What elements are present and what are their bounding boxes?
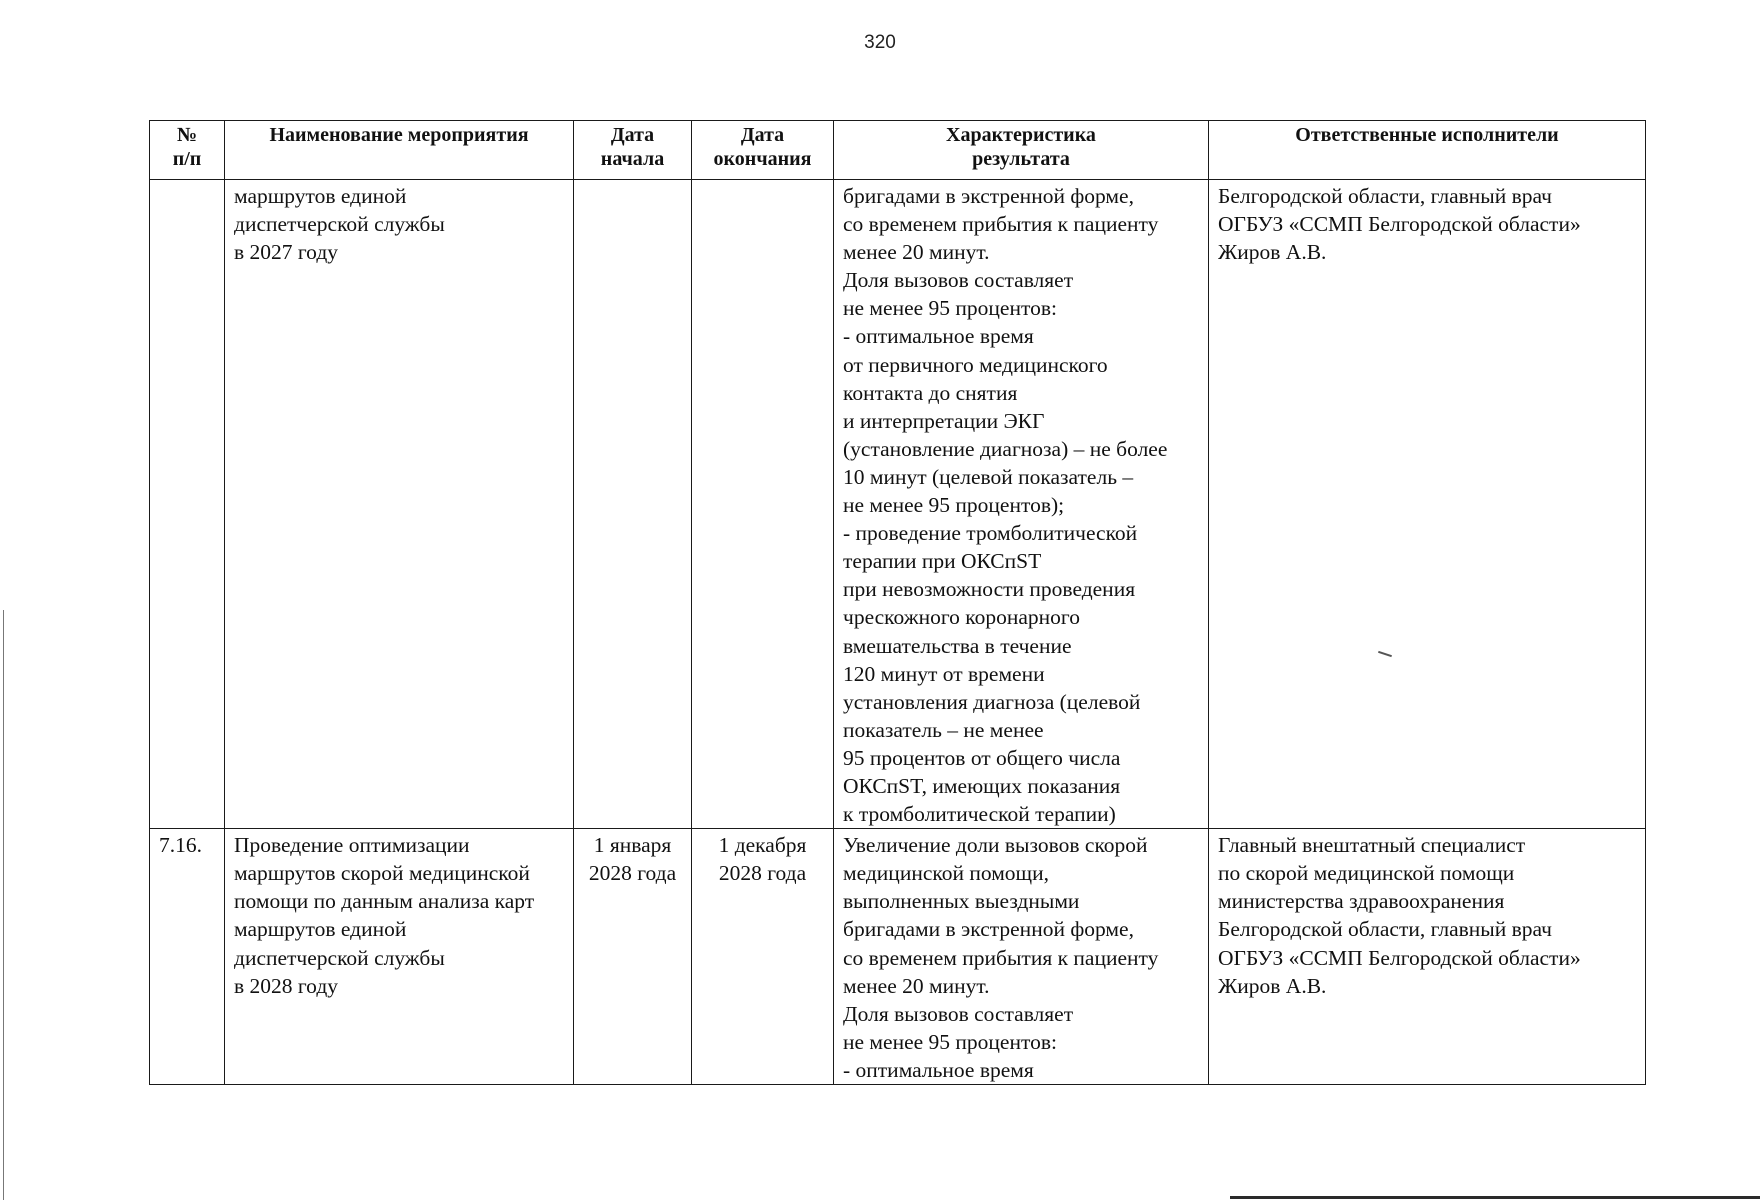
cell-num — [150, 180, 225, 829]
cell-line: - оптимальное время — [843, 1057, 1034, 1082]
cell-line: бригадами в экстренной форме, — [843, 917, 1134, 942]
header-start-date — [574, 121, 692, 180]
cell-line: показатель – не менее — [843, 717, 1044, 742]
cell-line: Белгородской области, главный врач — [1218, 917, 1552, 942]
cell-result — [834, 829, 1209, 1085]
cell-name — [225, 180, 574, 829]
header-name — [225, 121, 574, 180]
cell-line: Проведение оптимизации — [234, 833, 470, 858]
cell-line: маршрутов единой — [234, 917, 407, 942]
cell-line: 2028 года — [718, 861, 807, 886]
cell-line: в 2028 году — [234, 973, 339, 998]
cell-line: бригадами в экстренной форме, — [843, 184, 1134, 208]
header-end-line: Дата — [740, 124, 785, 146]
cell-line: маршрутов скорой медицинской — [234, 861, 530, 886]
table-header-row — [150, 121, 1646, 180]
cell-line: маршрутов единой — [234, 184, 407, 208]
cell-num: 7.16. — [150, 829, 225, 1085]
cell-line: Жиров А.В. — [1218, 973, 1327, 998]
cell-line: 1 января — [593, 833, 672, 858]
cell-line: диспетчерской службы — [234, 945, 445, 970]
cell-line: 2028 года — [588, 861, 677, 886]
cell-end-date — [692, 829, 834, 1085]
cell-line: Главный внештатный специалист — [1218, 833, 1526, 858]
cell-line: по скорой медицинской помощи — [1218, 861, 1515, 886]
header-end-line: окончания — [713, 148, 812, 170]
cell-line: министерства здравоохранения — [1218, 889, 1505, 914]
cell-line: со временем прибытия к пациенту — [843, 212, 1159, 237]
cell-line: 1 декабря — [718, 833, 807, 858]
header-start-line: начала — [600, 148, 665, 170]
cell-line: не менее 95 процентов: — [843, 296, 1057, 321]
header-responsible-line: Ответственные исполнители — [1295, 124, 1559, 146]
cell-line: выполненных выездными — [843, 889, 1080, 914]
cell-line: к тромболитической терапии) — [843, 802, 1116, 827]
cell-start-date — [574, 829, 692, 1085]
activities-table — [149, 120, 1646, 1085]
cell-line: вмешательства в течение — [843, 633, 1072, 658]
cell-line: Доля вызовов составляет — [843, 1001, 1074, 1026]
cell-line: установления диагноза (целевой — [843, 689, 1141, 714]
cell-line: - проведение тромболитической — [843, 521, 1138, 546]
table-row — [150, 180, 1646, 829]
cell-line: не менее 95 процентов: — [843, 1029, 1057, 1054]
cell-line: в 2027 году — [234, 240, 339, 265]
page-number: 320 — [864, 32, 896, 53]
header-end-date — [692, 121, 834, 180]
cell-line: со временем прибытия к пациенту — [843, 945, 1159, 970]
table-row — [150, 829, 1646, 1085]
cell-name — [225, 829, 574, 1085]
header-num — [150, 121, 225, 180]
cell-line: чрескожного коронарного — [843, 605, 1080, 630]
scan-edge-line — [3, 610, 4, 1200]
cell-line: - оптимальное время — [843, 324, 1034, 349]
header-num-line: № — [176, 124, 198, 146]
cell-line: медицинской помощи, — [843, 861, 1049, 886]
cell-line: ОГБУЗ «ССМП Белгородской области» — [1218, 212, 1581, 237]
cell-line: 95 процентов от общего числа — [843, 745, 1121, 770]
header-num-line: п/п — [172, 148, 202, 170]
cell-line: Доля вызовов составляет — [843, 268, 1074, 293]
scan-bottom-edge — [1230, 1196, 1760, 1199]
header-result — [834, 121, 1209, 180]
cell-line: помощи по данным анализа карт — [234, 889, 535, 914]
cell-line: и интерпретации ЭКГ — [843, 408, 1045, 433]
cell-result — [834, 180, 1209, 829]
cell-responsible — [1209, 180, 1646, 829]
header-responsible — [1209, 121, 1646, 180]
cell-line: терапии при ОКСпST — [843, 549, 1042, 574]
cell-line: менее 20 минут. — [843, 240, 990, 265]
cell-line: от первичного медицинского — [843, 352, 1108, 377]
cell-end-date — [692, 180, 834, 829]
cell-line: контакта до снятия — [843, 380, 1018, 405]
header-start-line: Дата — [610, 124, 655, 146]
cell-line: 120 минут от времени — [843, 661, 1045, 686]
cell-line: при невозможности проведения — [843, 577, 1136, 602]
cell-line: ОКСпST, имеющих показания — [843, 773, 1121, 798]
cell-line: Жиров А.В. — [1218, 240, 1327, 265]
cell-line: не менее 95 процентов); — [843, 493, 1065, 518]
cell-line: 10 минут (целевой показатель – — [843, 464, 1134, 489]
cell-line: (установление диагноза) – не более — [843, 436, 1168, 461]
header-name-line: Наименование мероприятия — [269, 124, 529, 146]
cell-line: диспетчерской службы — [234, 212, 445, 237]
cell-responsible — [1209, 829, 1646, 1085]
cell-line: Увеличение доли вызовов скорой — [843, 833, 1148, 858]
cell-start-date — [574, 180, 692, 829]
header-result-line: Характеристика — [946, 124, 1096, 146]
cell-line: менее 20 минут. — [843, 973, 990, 998]
header-result-line: результата — [972, 148, 1070, 170]
cell-line: Белгородской области, главный врач — [1218, 184, 1552, 208]
cell-line: ОГБУЗ «ССМП Белгородской области» — [1218, 945, 1581, 970]
